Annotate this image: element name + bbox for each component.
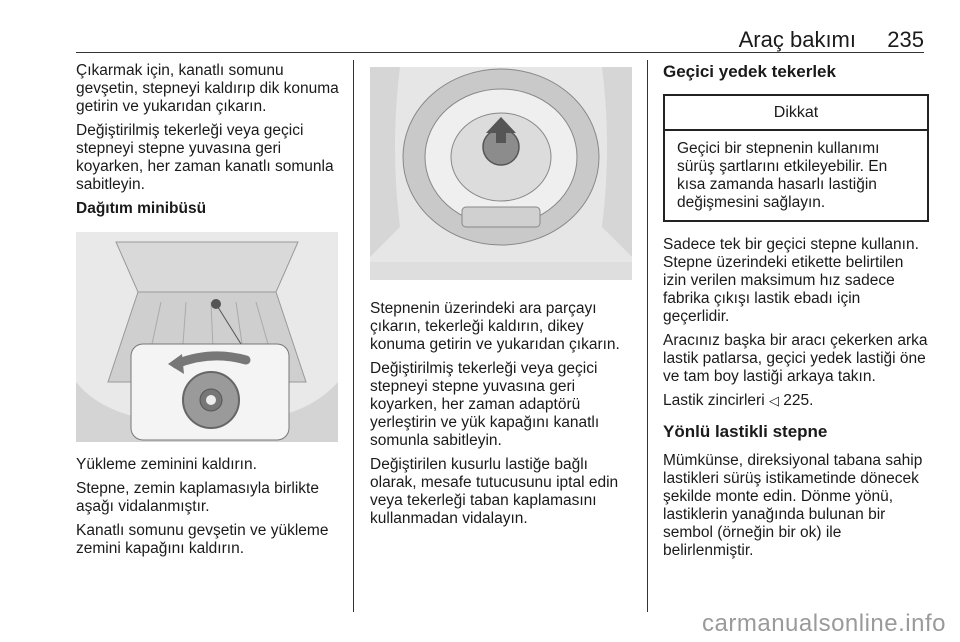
caution-box [663,94,929,222]
trunk-illustration [76,232,338,442]
page-number: 235 [887,27,924,52]
page-header [76,28,924,52]
column-divider-2 [647,60,648,612]
paragraph: Değiştirilmiş tekerleği veya geçici stepneyi stepne yuvasına geri koyarken, her zaman kanatlı somunla sabitleyin. [76,122,334,193]
caution-title: Dikkat [665,96,927,131]
column-divider-1 [353,60,354,612]
paragraph: Yükleme zeminini kaldırın. [76,456,257,473]
subheading: Dağıtım minibüsü [76,200,207,217]
cross-reference [663,392,929,410]
section-heading: Geçici yedek tekerlek [663,62,836,81]
header-rule [76,52,924,53]
trunk-wing-nut-illustration [76,232,338,442]
cross-reference-page[interactable]: 225. [778,392,814,409]
paragraph: Sadece tek bir geçici stepne kullanın. Stepne üzerindeki etikette belirtilen izin verilen maksimum hız sadece fabrika çıkışı lastik ebadı için geçerlidir. [663,236,919,325]
spare-wheel-well-illustration [370,67,632,280]
watermark: carmanualsonline.info [702,610,946,637]
paragraph: Değiştirilen kusurlu lastiğe bağlı olarak, mesafe tutucusunu iptal edin veya tekerleği taban kaplamasını kullanmadan vidalayın. [370,456,619,527]
section-title: Araç bakımı [738,27,856,52]
column-3 [663,62,929,566]
section-heading: Yönlü lastikli stepne [663,422,828,441]
paragraph: Değiştirilmiş tekerleği veya geçici stepneyi stepne yuvasına geri koyarken, her zaman adaptörü yerleştirin ve yük kapağını kanatlı somunla sabitleyin. [370,360,600,449]
page-reference-arrow-icon: ◁ [768,393,779,408]
paragraph: Kanatlı somunu gevşetin ve yükleme zemini kapağını kaldırın. [76,522,329,557]
paragraph: Çıkarmak için, kanatlı somunu gevşetin, stepneyi kaldırıp dik konuma getirin ve yukarıdan çıkarın. [76,62,339,115]
paragraph: Stepnenin üzerindeki ara parçayı çıkarın, tekerleği kaldırın, dikey konuma getirin ve yukarıdan çıkarın. [370,300,620,353]
column-2 [370,62,635,534]
paragraph: Aracınız başka bir aracı çekerken arka lastik patlarsa, geçici yedek lastiği öne ve tam boy lastiği arkaya takın. [663,332,928,385]
paragraph: Mümkünse, direksiyonal tabana sahip lastikleri sürüş istikametinde dönecek şekilde monte edin. Dönme yönü, lastiklerin yanağında bulunan bir sembol (örneğin bir ok) ile belirlenmiştir. [663,452,923,559]
spare-wheel-illustration [370,67,632,280]
caution-text: Geçici bir stepnenin kullanımı sürüş şartlarını etkileyebilir. En kısa zamanda hasarlı lastiğin değişmesini sağlayın. [677,140,888,211]
cross-reference-text: Lastik zincirleri [663,392,769,409]
paragraph: Stepne, zemin kaplamasıyla birlikte aşağı vidalanmıştır. [76,480,319,515]
column-1 [76,62,342,564]
